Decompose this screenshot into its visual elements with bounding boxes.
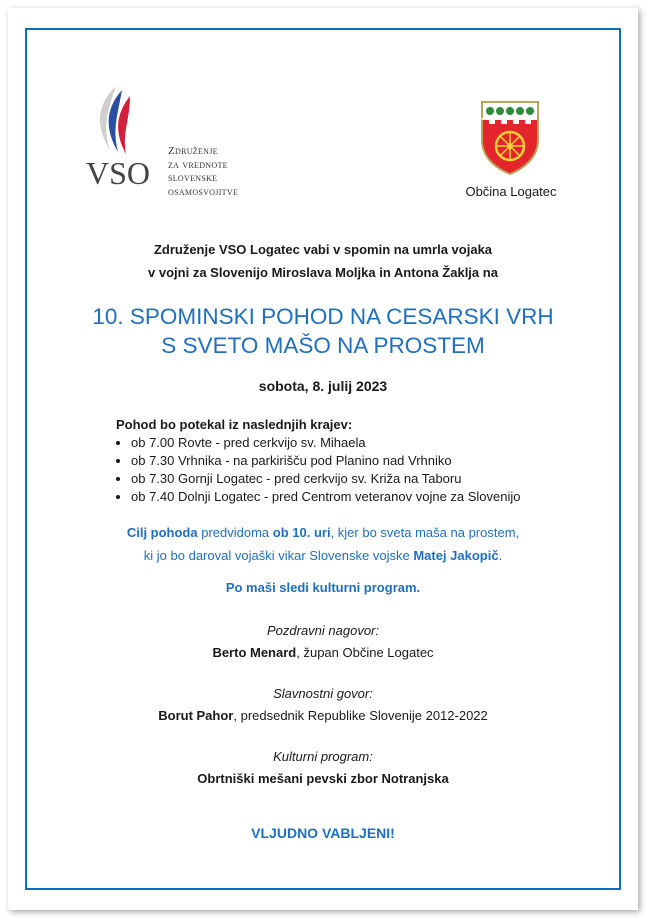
intro-line: v vojni za Slovenijo Miroslava Moljka in Antona Žaklja na	[148, 265, 498, 280]
coat-of-arms-icon	[480, 100, 540, 176]
closing: VLJUDNO VABLJENI!	[251, 825, 395, 841]
vso-abbr: VSO	[86, 155, 151, 191]
section-speech	[25, 683, 621, 727]
municipality-label: Občina Logatec	[465, 184, 557, 199]
goal-text-part: predvidoma	[197, 525, 273, 540]
flag-flame-icon	[88, 84, 152, 154]
vso-line: za vrednote	[168, 158, 228, 171]
vso-name	[168, 145, 238, 199]
list-item: • ob 7.40 Dolnji Logatec - pred Centrom veteranov vojne za Slovenijo	[131, 488, 521, 506]
route-list	[116, 416, 521, 506]
intro	[25, 238, 621, 284]
route-heading: Pohod bo potekal iz naslednjih krajev:	[116, 417, 353, 432]
section-detail: , župan Občine Logatec	[296, 645, 434, 660]
list-item: • ob 7.30 Gornji Logatec - pred cerkvijo sv. Križa na Taboru	[131, 470, 521, 488]
goal-text-bold: Matej Jakopič	[413, 548, 499, 563]
title-line: 10. SPOMINSKI POHOD NA CESARSKI VRH	[92, 304, 554, 329]
goal-text-part: .	[498, 548, 503, 563]
event-date: sobota, 8. julij 2023	[258, 378, 388, 394]
intro-line: Združenje VSO Logatec vabi v spomin na umrla vojaka	[153, 242, 493, 257]
section-label: Kulturni program:	[273, 749, 373, 764]
goal-text-bold: ob 10. uri	[272, 525, 331, 540]
vso-logo	[86, 84, 152, 191]
goal-text-bold: Cilj pohoda	[126, 525, 198, 540]
vso-line: slovenske	[168, 172, 218, 184]
logatec-crest	[480, 100, 540, 181]
goal-text-part: ki jo bo daroval vojaški vikar Slovenske vojske	[143, 548, 414, 563]
list-item: • ob 7.30 Vrhnika - na parkirišču pod Planino nad Vrhniko	[131, 452, 521, 470]
section-detail: , predsednik Republike Slovenije 2012-2022	[233, 708, 488, 723]
event-title	[25, 302, 621, 360]
title-line: S SVETO MAŠO NA PROSTEM	[161, 333, 485, 358]
program-note: Po maši sledi kulturni program.	[225, 580, 421, 595]
section-name: Obrtniški mešani pevski zbor Notranjska	[197, 771, 449, 786]
section-culture	[25, 746, 621, 790]
list-item: • ob 7.00 Rovte - pred cerkvijo sv. Mihaela	[131, 434, 521, 452]
vso-line: Združenje	[168, 145, 218, 157]
section-label: Pozdravni nagovor:	[266, 623, 379, 638]
section-label: Slavnostni govor:	[273, 686, 373, 701]
section-name: Borut Pahor	[158, 708, 234, 723]
section-greeting	[25, 620, 621, 664]
section-name: Berto Menard	[212, 645, 297, 660]
goal-text	[25, 521, 621, 567]
goal-text-part: , kjer bo sveta maša na prostem,	[330, 525, 520, 540]
vso-line: osamosvojitve	[168, 185, 239, 198]
